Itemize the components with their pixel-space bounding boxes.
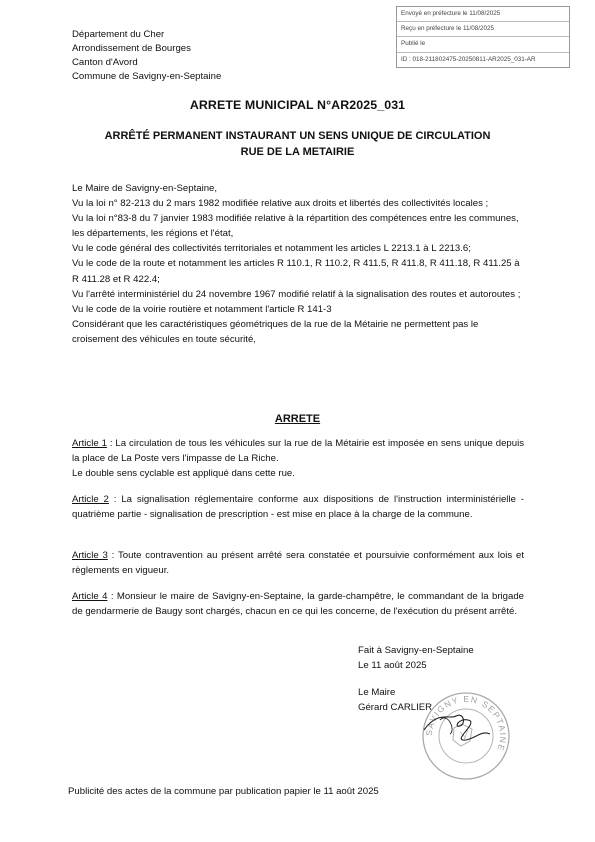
article-text: : La circulation de tous les véhicules sur la rue de la Métairie est imposée en sens unique depuis la place de La Poste vers l'impasse de La Riche. bbox=[72, 438, 525, 465]
stamp-sent: Envoyé en préfecture le 11/08/2025 bbox=[397, 7, 569, 22]
header-department: Département du Cher bbox=[72, 29, 165, 40]
article-2 bbox=[72, 492, 524, 522]
stamp-published: Publié le bbox=[397, 37, 569, 52]
considerant-item: Vu le code de la voirie routière et notamment l'article R 141-3 bbox=[72, 303, 332, 315]
article-1 bbox=[72, 436, 524, 481]
considerants-block bbox=[72, 181, 524, 347]
signature-place: Fait à Savigny-en-Septaine bbox=[358, 645, 474, 656]
prefecture-stamp-box bbox=[396, 6, 570, 68]
signature-date: Le 11 août 2025 bbox=[358, 660, 427, 671]
considerant-item: Considérant que les caractéristiques géométriques de la rue de la Métairie ne permettent pas le croisement des véhicules en toute sécurité, bbox=[72, 318, 479, 345]
document-subtitle bbox=[60, 128, 535, 160]
considerant-item: Vu le code de la route et notamment les articles R 110.1, R 110.2, R 411.5, R 411.8, R 411.18, R 411.25 à R 411.28 et R 422.4; bbox=[72, 258, 520, 285]
article-3 bbox=[72, 548, 524, 578]
publication-footer: Publicité des actes de la commune par publication papier le 11 août 2025 bbox=[68, 786, 379, 797]
signature-role: Le Maire bbox=[358, 687, 396, 698]
article-text: : La signalisation réglementaire conforme aux dispositions de l'instruction interministérielle - quatrième partie - signalisation de prescription - est mise en place à la charge de la commune. bbox=[72, 494, 524, 521]
signature-place-date bbox=[358, 643, 474, 673]
stamp-id: ID : 018-211802475-20250811-AR2025_031-AR bbox=[401, 55, 536, 63]
article-text: : Toute contravention au présent arrêté sera constatée et poursuivie conformément aux lois et règlements en vigueur. bbox=[72, 550, 524, 577]
header-canton: Canton d'Avord bbox=[72, 57, 138, 68]
header-arrondissement: Arrondissement de Bourges bbox=[72, 43, 191, 54]
article-label: Article 2 bbox=[72, 494, 109, 505]
stamp-received: Reçu en préfecture le 11/08/2025 bbox=[397, 22, 569, 37]
subtitle-line-1: ARRÊTÉ PERMANENT INSTAURANT UN SENS UNIQUE DE CIRCULATION bbox=[104, 130, 491, 142]
considerant-item: Vu le code général des collectivités territoriales et notamment les articles L 2213.1 à L 2213.6; bbox=[72, 243, 471, 255]
considerant-item: Vu la loi n° 82-213 du 2 mars 1982 modifiée relative aux droits et libertés des collectivités locales ; bbox=[72, 198, 489, 210]
article-text: : Monsieur le maire de Savigny-en-Septaine, la garde-champêtre, le commandant de la brigade de gendarmerie de Baugy sont chargés, chacun en ce qui les concerne, de l'exécution du présent arrêté. bbox=[72, 591, 524, 618]
header-block bbox=[72, 28, 221, 84]
considerant-item: Vu l'arrêté interministériel du 24 novembre 1967 modifié relatif à la signalisation des routes et autoroutes ; bbox=[72, 288, 521, 300]
considerant-item: Vu la loi n°83-8 du 7 janvier 1983 modifiée relative à la répartition des compétences entre les communes, les départements, les régions et l'état, bbox=[72, 213, 519, 240]
article-label: Article 4 bbox=[72, 591, 108, 602]
header-commune: Commune de Savigny-en-Septaine bbox=[72, 71, 222, 82]
subtitle-line-2: RUE DE LA METAIRIE bbox=[240, 146, 355, 158]
arrete-heading: ARRETE bbox=[274, 413, 321, 425]
considerant-intro: Le Maire de Savigny-en-Septaine, bbox=[72, 183, 218, 194]
article-4 bbox=[72, 589, 524, 619]
signature-name: Gérard CARLIER bbox=[358, 702, 433, 713]
seal-text: SAVIGNY EN SEPTAINE bbox=[423, 693, 509, 754]
article-label: Article 3 bbox=[72, 550, 108, 561]
svg-text:SAVIGNY EN SEPTAINE bbox=[424, 694, 508, 753]
document-title: ARRETE MUNICIPAL N°AR2025_031 bbox=[189, 98, 406, 112]
mairie-seal-stamp bbox=[420, 690, 512, 782]
article-extra: Le double sens cyclable est appliqué dans cette rue. bbox=[72, 468, 295, 480]
article-label: Article 1 bbox=[72, 438, 107, 449]
